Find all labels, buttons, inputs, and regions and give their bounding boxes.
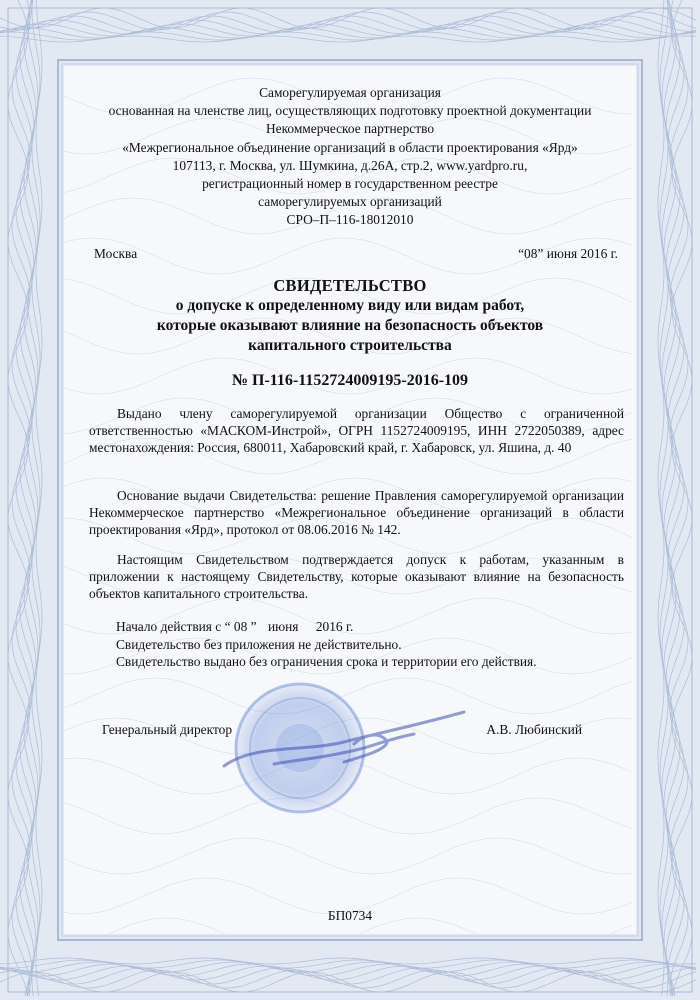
title-line: которые оказывают влияние на безопасность объектов xyxy=(156,317,544,334)
issue-date: “08” июня 2016 г. xyxy=(518,246,618,261)
director-name: А.В. Любинский xyxy=(486,722,582,737)
title-main: СВИДЕТЕЛЬСТВО xyxy=(273,276,427,295)
title-line: капитального строительства xyxy=(248,337,452,354)
header-line: 107113, г. Москва, ул. Шумкина, д.26А, стр.2, www.yardpro.ru, xyxy=(172,157,528,173)
organization-header xyxy=(64,84,636,230)
basis-text: Основание выдачи Свидетельства: решение Правления саморегулируемой организации Некоммерческое партнерство «Межрегиональное объединение организаций в области проектирования «Ярд», протокол от 08.06.2016 № 142. xyxy=(89,488,624,537)
header-line: регистрационный номер в государственном реестре xyxy=(202,176,498,192)
header-line: основанная на членстве лиц, осуществляющих подготовку проектной документации xyxy=(108,103,592,119)
issued-to-text: Выдано члену саморегулируемой организации Общество с ограниченной ответственностью «МАСКОМ-Инстрой», ОГРН 1152724009195, ИНН 2722050389, адрес местонахождения: Россия, 680011, Хабаровский край, г. Хабаровск, ул. Яшина, д. 40 xyxy=(89,406,624,455)
issue-place: Москва xyxy=(94,246,138,261)
header-line: «Межрегиональное объединение организаций в области проектирования «Ярд» xyxy=(122,139,578,155)
certificate-number: № П-116-1152724009195-2016-109 xyxy=(231,372,469,389)
validity-start xyxy=(116,618,616,636)
document-title xyxy=(64,276,636,356)
header-line: Саморегулируемая организация xyxy=(259,85,441,100)
start-day: “ 08 ” xyxy=(224,619,257,634)
start-prefix: Начало действия с xyxy=(116,619,222,634)
header-line: СРО–П–116-18012010 xyxy=(286,212,414,228)
scope-note: Свидетельство выдано без ограничения срока и территории его действия. xyxy=(116,654,537,670)
start-month: июня xyxy=(267,619,299,634)
director-position: Генеральный директор xyxy=(102,722,233,737)
basis-paragraph xyxy=(89,488,624,538)
title-line: о допуске к определенному виду или видам работ, xyxy=(175,297,525,314)
start-year: 2016 г. xyxy=(315,619,354,634)
validity-block xyxy=(116,618,616,671)
confirmation-paragraph xyxy=(89,552,624,602)
confirmation-text: Настоящим Свидетельством подтверждается допуск к работам, указанным в приложении к настоящему Свидетельству, которые оказывают влияние на безопасность объектов капитального строительства. xyxy=(89,552,624,601)
serial-number: БП0734 xyxy=(327,908,373,923)
certificate-body xyxy=(64,66,636,934)
director-signature xyxy=(214,704,474,784)
issued-to-paragraph xyxy=(89,406,624,456)
header-line: саморегулируемых организаций xyxy=(258,194,442,210)
header-line: Некоммерческое партнерство xyxy=(265,121,435,137)
appendix-note: Свидетельство без приложения не действительно. xyxy=(116,636,402,652)
